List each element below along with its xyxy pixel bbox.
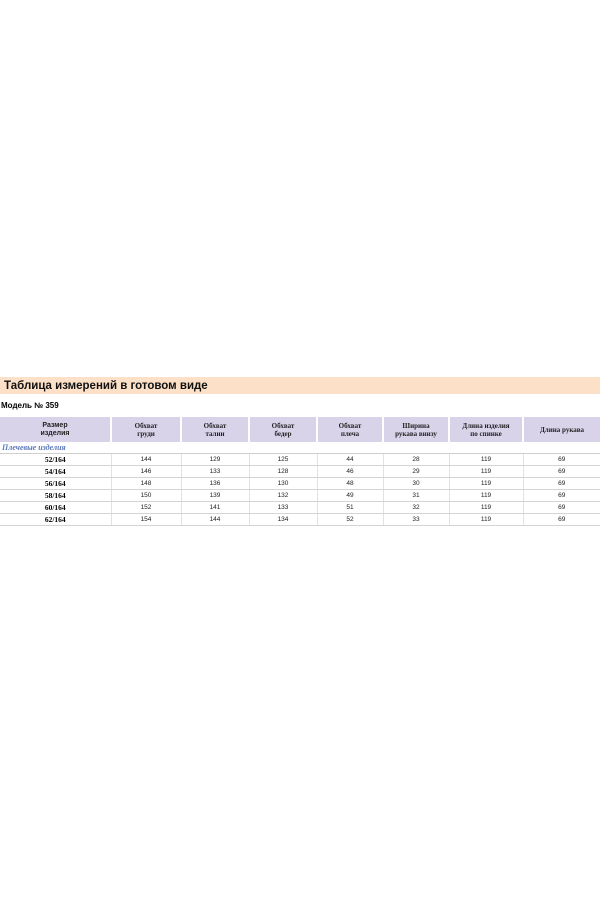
value-cell: 69 xyxy=(523,454,600,466)
size-cell: 62/164 xyxy=(0,514,111,526)
value-cell: 31 xyxy=(383,490,449,502)
value-cell: 52 xyxy=(317,514,383,526)
value-cell: 133 xyxy=(181,466,249,478)
table-row xyxy=(0,466,600,478)
value-cell: 154 xyxy=(111,514,181,526)
value-cell: 125 xyxy=(249,454,317,466)
measurements-table xyxy=(0,417,600,526)
value-cell: 119 xyxy=(449,490,523,502)
size-cell: 56/164 xyxy=(0,478,111,490)
value-cell: 32 xyxy=(383,502,449,514)
value-cell: 133 xyxy=(249,502,317,514)
size-cell: 60/164 xyxy=(0,502,111,514)
header-back-length: Длина изделия по спинке xyxy=(449,417,523,442)
header-size: Размер изделия xyxy=(0,417,111,442)
header-shoulder: Обхват плеча xyxy=(317,417,383,442)
value-cell: 51 xyxy=(317,502,383,514)
value-cell: 49 xyxy=(317,490,383,502)
section-row xyxy=(0,442,600,454)
value-cell: 134 xyxy=(249,514,317,526)
table-header-row xyxy=(0,417,600,442)
value-cell: 136 xyxy=(181,478,249,490)
header-sleeve-length: Длина рукава xyxy=(523,417,600,442)
header-sleeve-width: Ширина рукава внизу xyxy=(383,417,449,442)
value-cell: 141 xyxy=(181,502,249,514)
model-number: Модель № 359 xyxy=(1,401,59,410)
size-cell: 52/164 xyxy=(0,454,111,466)
value-cell: 69 xyxy=(523,478,600,490)
value-cell: 33 xyxy=(383,514,449,526)
value-cell: 119 xyxy=(449,478,523,490)
value-cell: 69 xyxy=(523,514,600,526)
value-cell: 119 xyxy=(449,514,523,526)
value-cell: 130 xyxy=(249,478,317,490)
value-cell: 144 xyxy=(111,454,181,466)
table-row xyxy=(0,454,600,466)
value-cell: 146 xyxy=(111,466,181,478)
value-cell: 144 xyxy=(181,514,249,526)
header-chest: Обхват груди xyxy=(111,417,181,442)
table-row xyxy=(0,502,600,514)
value-cell: 132 xyxy=(249,490,317,502)
value-cell: 119 xyxy=(449,502,523,514)
value-cell: 69 xyxy=(523,490,600,502)
value-cell: 128 xyxy=(249,466,317,478)
value-cell: 46 xyxy=(317,466,383,478)
value-cell: 48 xyxy=(317,478,383,490)
value-cell: 139 xyxy=(181,490,249,502)
value-cell: 69 xyxy=(523,466,600,478)
table-body xyxy=(0,442,600,526)
value-cell: 148 xyxy=(111,478,181,490)
page-title: Таблица измерений в готовом виде xyxy=(0,377,600,394)
value-cell: 119 xyxy=(449,454,523,466)
header-waist: Обхват талии xyxy=(181,417,249,442)
value-cell: 69 xyxy=(523,502,600,514)
size-cell: 54/164 xyxy=(0,466,111,478)
table-row xyxy=(0,514,600,526)
value-cell: 30 xyxy=(383,478,449,490)
value-cell: 44 xyxy=(317,454,383,466)
value-cell: 28 xyxy=(383,454,449,466)
value-cell: 29 xyxy=(383,466,449,478)
header-hips: Обхват бедер xyxy=(249,417,317,442)
table-row xyxy=(0,490,600,502)
value-cell: 129 xyxy=(181,454,249,466)
section-label: Плечевые изделия xyxy=(0,442,600,454)
value-cell: 150 xyxy=(111,490,181,502)
size-cell: 58/164 xyxy=(0,490,111,502)
table-row xyxy=(0,478,600,490)
value-cell: 152 xyxy=(111,502,181,514)
value-cell: 119 xyxy=(449,466,523,478)
